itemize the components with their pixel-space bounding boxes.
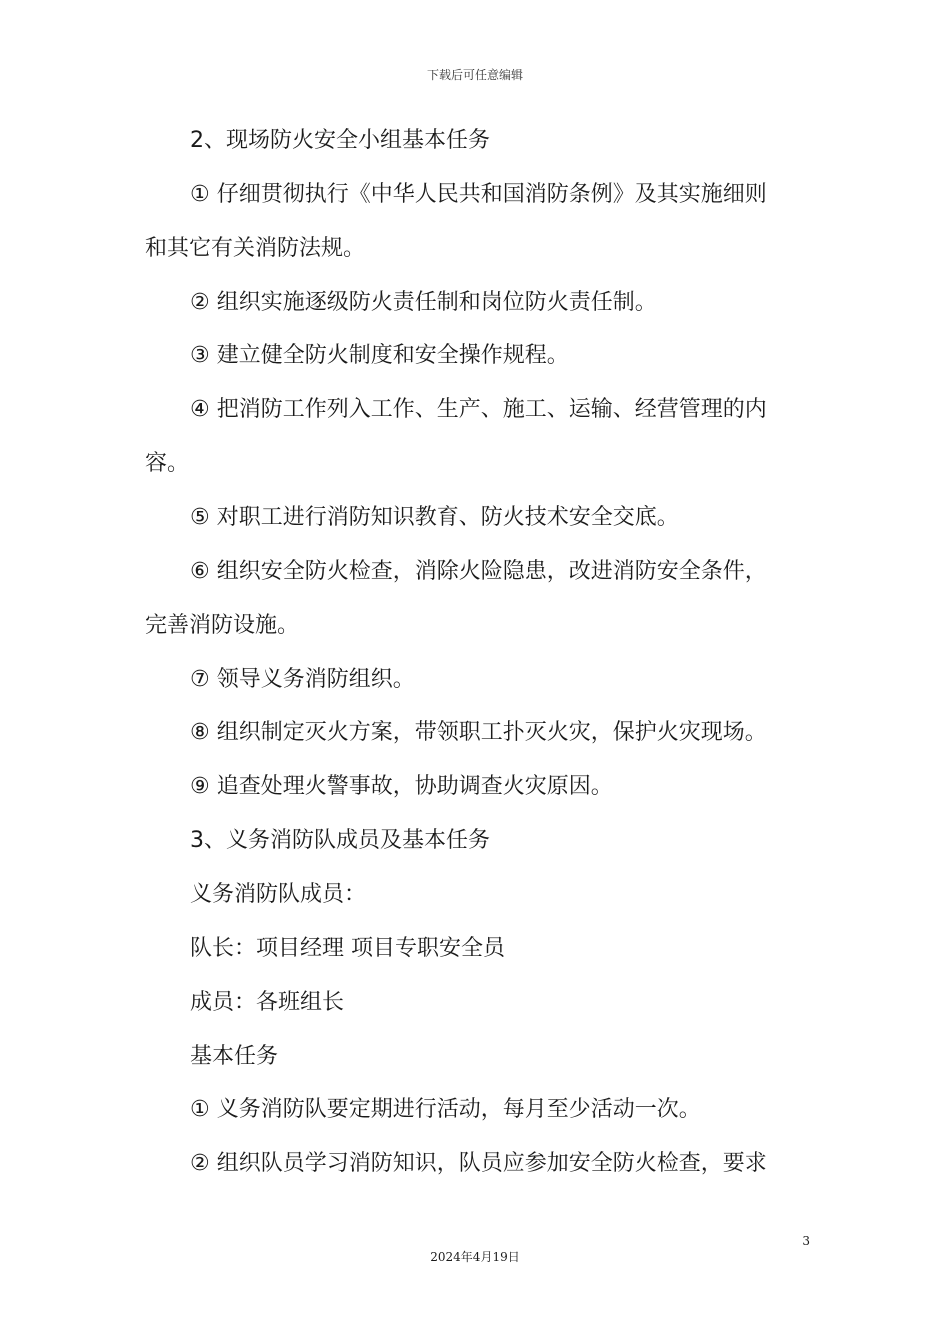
- paragraph-line: ① 仔细贯彻执行《中华人民共和国消防条例》及其实施细则: [190, 182, 767, 207]
- paragraph-line: ② 组织队员学习消防知识，队员应参加安全防火检查，要求: [190, 1151, 767, 1176]
- section-heading: 2、现场防火安全小组基本任务: [190, 128, 490, 153]
- page-number: 3: [802, 1234, 810, 1248]
- paragraph-line: ③ 建立健全防火制度和安全操作规程。: [190, 343, 569, 368]
- paragraph-line: ⑥ 组织安全防火检查，消除火险隐患，改进消防安全条件，: [190, 559, 767, 584]
- header-note: 下载后可任意编辑: [426, 68, 523, 82]
- paragraph-line: 义务消防队成员：: [190, 882, 367, 907]
- paragraph-line: ⑨ 追查处理火警事故，协助调查火灾原因。: [190, 774, 613, 799]
- paragraph-line: ④ 把消防工作列入工作、生产、施工、运输、经营管理的内: [190, 397, 767, 422]
- paragraph-line: 和其它有关消防法规。: [145, 236, 366, 261]
- footer-date: 2024年4月19日: [430, 1250, 520, 1264]
- paragraph-line: ① 义务消防队要定期进行活动，每月至少活动一次。: [190, 1097, 701, 1122]
- paragraph-line: 容。: [145, 451, 190, 476]
- paragraph-line: 成员：各班组长: [190, 990, 345, 1015]
- paragraph-line: 队长：项目经理 项目专职安全员: [190, 936, 505, 961]
- section-heading: 3、义务消防队成员及基本任务: [190, 828, 490, 853]
- paragraph-line: 完善消防设施。: [145, 613, 300, 638]
- paragraph-line: ⑦ 领导义务消防组织。: [190, 667, 415, 692]
- paragraph-line: ⑤ 对职工进行消防知识教育、防火技术安全交底。: [190, 505, 679, 530]
- paragraph-line: ② 组织实施逐级防火责任制和岗位防火责任制。: [190, 290, 657, 315]
- paragraph-line: ⑧ 组织制定灭火方案，带领职工扑灭火灾，保护火灾现场。: [190, 720, 767, 745]
- paragraph-line: 基本任务: [190, 1044, 279, 1069]
